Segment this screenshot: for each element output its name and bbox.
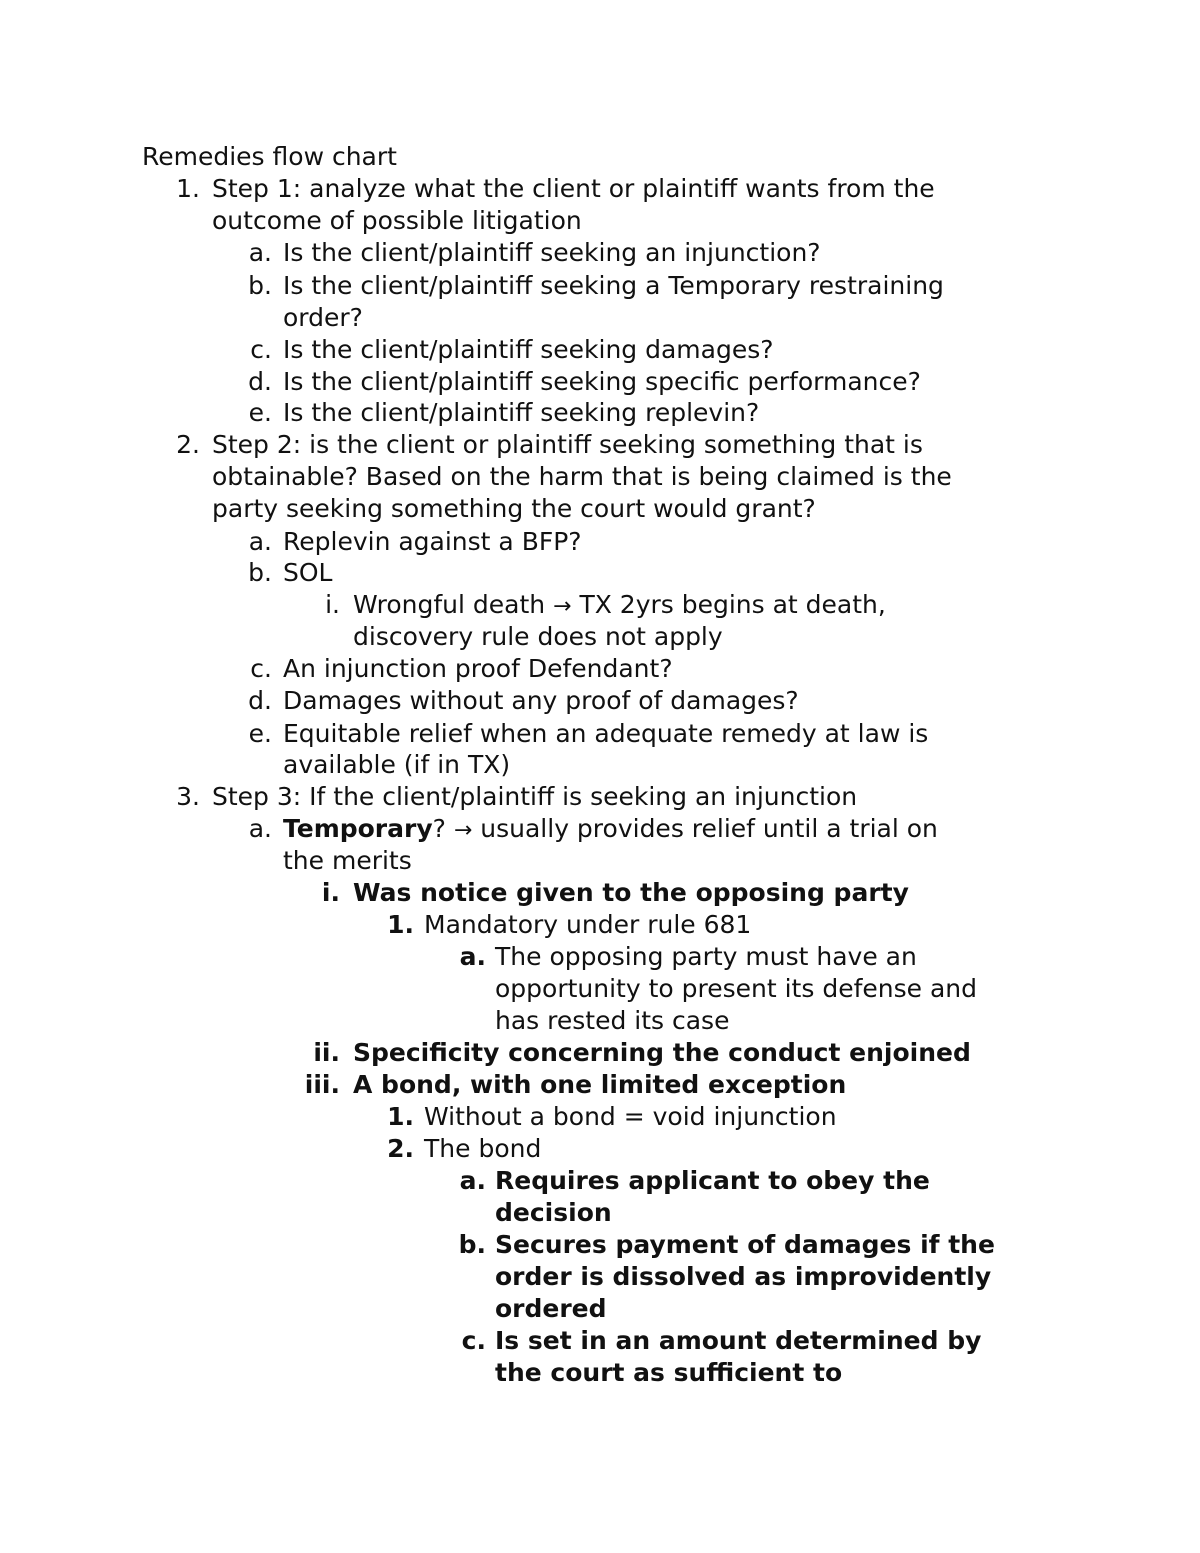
step-3a-iii-2c-text: Is set in an amount determined by <box>495 1326 982 1355</box>
step-2b-i-marker: i. <box>325 590 340 619</box>
step-3a-i-1a-text-cont: opportunity to present its defense and <box>495 974 977 1003</box>
step-1d-marker: d. <box>248 367 272 396</box>
step-3a-iii-marker: iii. <box>304 1070 340 1099</box>
step-1a-marker: a. <box>248 238 272 267</box>
step-3a-iii-2a-text: Requires applicant to obey the <box>495 1166 930 1195</box>
document-title: Remedies flow chart <box>142 142 397 171</box>
step-3-text: Step 3: If the client/plaintiff is seeking an injunction <box>212 782 858 811</box>
step-1d-text: Is the client/plaintiff seeking specific performance? <box>283 367 921 396</box>
step-3a-i-1a-marker: a. <box>459 942 486 971</box>
step-3a-iii-2c-marker: c. <box>461 1326 486 1355</box>
step-3a-iii-2c-text-cont: the court as sufficient to <box>495 1358 843 1387</box>
step-3a-marker: a. <box>248 814 272 843</box>
step-2a-marker: a. <box>248 527 272 556</box>
step-1-number: 1. <box>176 174 200 203</box>
step-3a-iii-2b-text: Secures payment of damages if the <box>495 1230 995 1259</box>
step-3a-text <box>283 813 938 845</box>
step-2d-marker: d. <box>248 686 272 715</box>
step-3a-iii-2b-text-cont: ordered <box>495 1294 607 1323</box>
step-3a-after: usually provides relief until a trial on <box>480 814 938 843</box>
step-2b-i-text-cont: discovery rule does not apply <box>353 622 723 651</box>
step-1b-text: Is the client/plaintiff seeking a Temporary restraining <box>283 271 944 300</box>
step-2b-text: SOL <box>283 558 333 587</box>
step-2b-marker: b. <box>248 558 272 587</box>
step-3a-iii-text: A bond, with one limited exception <box>353 1070 847 1099</box>
arrow-right-icon: → <box>553 594 572 619</box>
step-1-text: Step 1: analyze what the client or plaintiff wants from the <box>212 174 935 203</box>
arrow-right-icon: → <box>453 818 473 843</box>
step-2b-i-before: Wrongful death <box>353 590 546 619</box>
step-2-text: Step 2: is the client or plaintiff seeking something that is <box>212 430 923 459</box>
step-2d-text: Damages without any proof of damages? <box>283 686 799 715</box>
step-2b-i-text <box>353 589 886 621</box>
step-2a-text: Replevin against a BFP? <box>283 527 582 556</box>
step-2e-marker: e. <box>248 719 272 748</box>
step-1-text-cont: outcome of possible litigation <box>212 206 582 235</box>
step-2e-text-cont: available (if in TX) <box>283 750 511 779</box>
step-1e-text: Is the client/plaintiff seeking replevin? <box>283 398 760 427</box>
step-3a-i-1a-text: The opposing party must have an <box>495 942 917 971</box>
step-3a-iii-2b-text-cont: order is dissolved as improvidently <box>495 1262 992 1291</box>
step-3a-iii-2-text: The bond <box>424 1134 542 1163</box>
step-3a-iii-1-text: Without a bond = void injunction <box>424 1102 837 1131</box>
step-1b-text-cont: order? <box>283 303 363 332</box>
step-2-text-cont: party seeking something the court would grant? <box>212 494 816 523</box>
step-2e-text: Equitable relief when an adequate remedy at law is <box>283 719 929 748</box>
step-1a-text: Is the client/plaintiff seeking an injunction? <box>283 238 821 267</box>
step-3a-ii-marker: ii. <box>313 1038 340 1067</box>
step-3a-question: ? <box>432 814 446 843</box>
step-1e-marker: e. <box>248 398 272 427</box>
step-3-number: 3. <box>176 782 200 811</box>
step-3a-bold: Temporary <box>283 814 433 843</box>
step-2b-i-after: TX 2yrs begins at death, <box>579 590 886 619</box>
step-2c-marker: c. <box>250 654 272 683</box>
step-3a-ii-text: Specificity concerning the conduct enjoined <box>353 1038 971 1067</box>
step-3a-i-1-marker: 1. <box>387 910 414 939</box>
step-3a-i-text: Was notice given to the opposing party <box>353 878 909 907</box>
step-3a-iii-1-marker: 1. <box>387 1102 414 1131</box>
step-3a-iii-2-marker: 2. <box>387 1134 414 1163</box>
step-3a-i-1-text: Mandatory under rule 681 <box>424 910 752 939</box>
step-3a-iii-2a-marker: a. <box>459 1166 486 1195</box>
step-3a-text-cont: the merits <box>283 846 412 875</box>
step-3a-iii-2b-marker: b. <box>458 1230 486 1259</box>
step-2-number: 2. <box>176 430 200 459</box>
step-3a-iii-2a-text-cont: decision <box>495 1198 612 1227</box>
step-1b-marker: b. <box>248 271 272 300</box>
step-1c-text: Is the client/plaintiff seeking damages? <box>283 335 774 364</box>
step-2c-text: An injunction proof Defendant? <box>283 654 673 683</box>
step-3a-i-1a-text-cont: has rested its case <box>495 1006 730 1035</box>
step-2-text-cont: obtainable? Based on the harm that is being claimed is the <box>212 462 952 491</box>
step-1c-marker: c. <box>250 335 272 364</box>
step-3a-i-marker: i. <box>321 878 340 907</box>
